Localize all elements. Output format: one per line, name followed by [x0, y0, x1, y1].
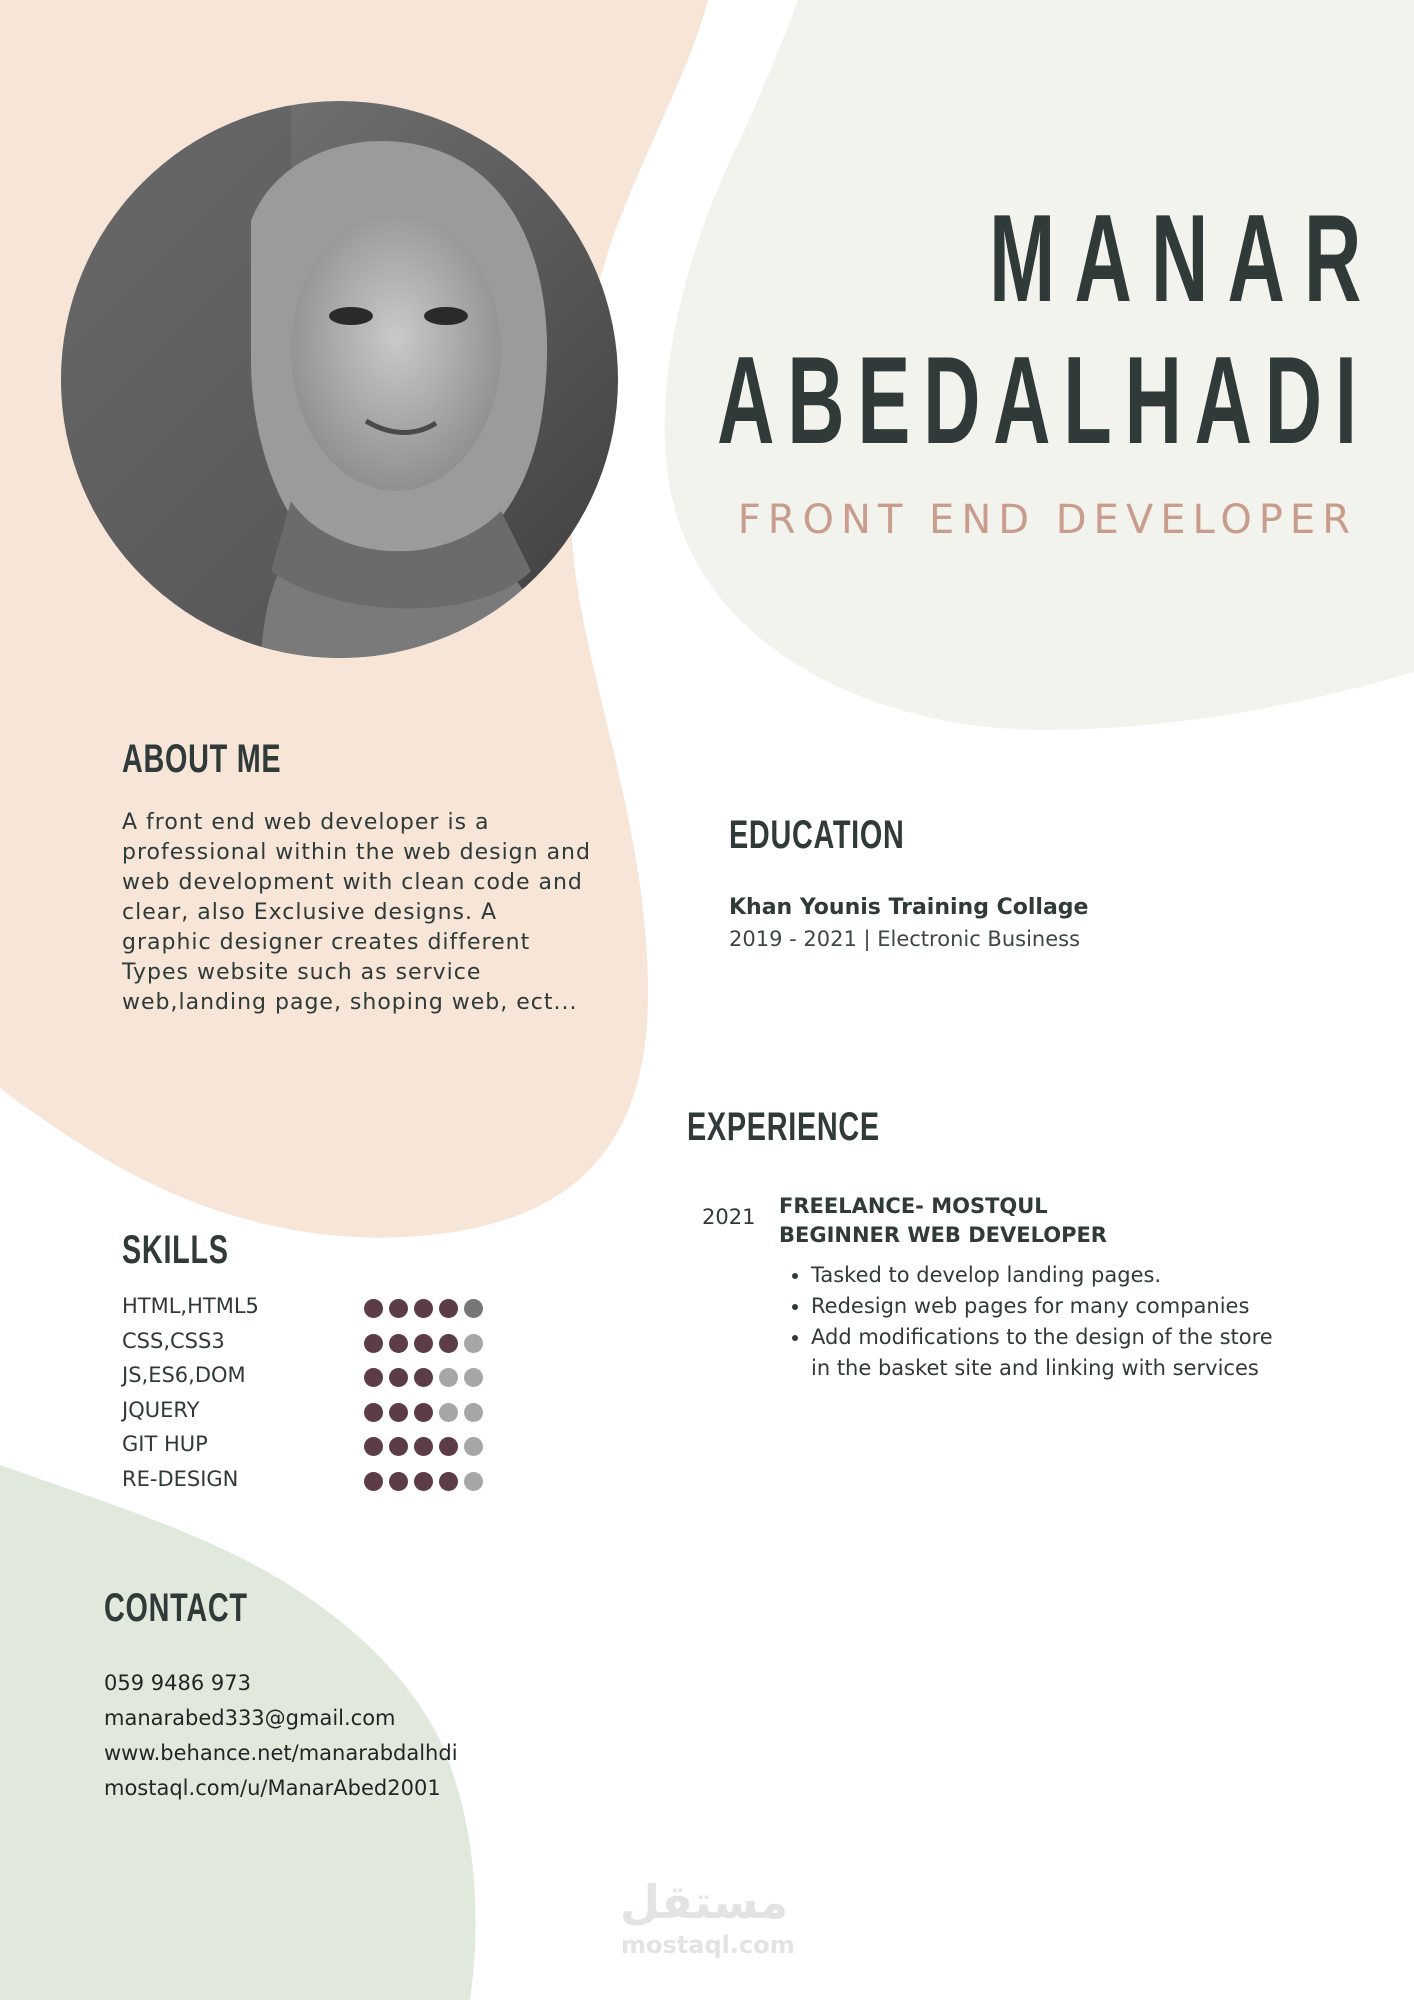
skill-dot-filled-icon: [439, 1437, 458, 1456]
skill-dot-filled-icon: [389, 1299, 408, 1318]
portrait-icon: [61, 101, 618, 658]
first-name: MANAR: [988, 190, 1380, 328]
skill-dot-empty-icon: [439, 1403, 458, 1422]
experience-bullets: [779, 1260, 1291, 1384]
experience-bullet: • Redesign web pages for many companies: [811, 1291, 1291, 1322]
about-line: clear, also Exclusive designs. A: [122, 900, 498, 925]
skill-dot-filled-icon: [414, 1437, 433, 1456]
skill-dot-filled-icon: [464, 1299, 483, 1318]
about-text: [122, 808, 592, 1018]
skill-dot-empty-icon: [464, 1472, 483, 1491]
skill-dot-filled-icon: [439, 1299, 458, 1318]
skill-dot-filled-icon: [364, 1403, 383, 1422]
about-line: A front end web developer is a: [122, 810, 490, 835]
skill-row: [122, 1292, 522, 1327]
skill-level: [364, 1334, 483, 1353]
watermark-url: mostaql.com: [621, 1931, 795, 1959]
skill-dot-empty-icon: [464, 1368, 483, 1387]
skill-dot-filled-icon: [414, 1472, 433, 1491]
experience-bullet: • Add modifications to the design of the store in the basket site and linking with services: [811, 1322, 1291, 1384]
skill-name: JS,ES6,DOM: [122, 1363, 246, 1388]
skill-name: HTML,HTML5: [122, 1294, 259, 1318]
contact-phone: 059 9486 973: [104, 1671, 251, 1695]
contact-title: CONTACT: [104, 1586, 248, 1630]
skill-row: [122, 1327, 522, 1362]
skill-dot-filled-icon: [364, 1437, 383, 1456]
education-title: EDUCATION: [729, 813, 905, 857]
skill-name: RE-DESIGN: [122, 1466, 239, 1491]
skill-row: [122, 1430, 522, 1465]
skill-dot-empty-icon: [439, 1368, 458, 1387]
skill-dot-filled-icon: [439, 1334, 458, 1353]
job-role: FRONT END DEVELOPER: [737, 497, 1357, 543]
about-line: Types website such as service: [122, 960, 482, 985]
about-line: web,landing page, shoping web, ect...: [122, 990, 578, 1015]
skill-name: CSS,CSS3: [122, 1328, 225, 1353]
skill-level: [364, 1437, 483, 1456]
experience-year: 2021: [702, 1205, 756, 1229]
skill-level: [364, 1403, 483, 1422]
skill-dot-filled-icon: [364, 1299, 383, 1318]
skill-dot-filled-icon: [389, 1403, 408, 1422]
skill-dot-empty-icon: [464, 1403, 483, 1422]
skill-dot-filled-icon: [389, 1334, 408, 1353]
skill-dot-empty-icon: [464, 1437, 483, 1456]
skill-row: [122, 1396, 522, 1431]
skill-level: [364, 1368, 483, 1387]
about-line: graphic designer creates different: [122, 930, 531, 955]
skills-title: SKILLS: [122, 1228, 229, 1272]
skill-dot-filled-icon: [414, 1403, 433, 1422]
skill-row: [122, 1361, 522, 1396]
about-line: web development with clean code and: [122, 870, 583, 895]
skill-dot-filled-icon: [389, 1472, 408, 1491]
skill-dot-filled-icon: [439, 1472, 458, 1491]
skill-dot-filled-icon: [414, 1299, 433, 1318]
about-title: ABOUT ME: [122, 737, 282, 781]
experience-heading: [779, 1192, 1107, 1250]
skill-dot-filled-icon: [414, 1368, 433, 1387]
experience-company: FREELANCE- MOSTQUL: [779, 1194, 1048, 1218]
skill-dot-filled-icon: [414, 1334, 433, 1353]
skill-name: JQUERY: [122, 1397, 200, 1422]
skill-dot-empty-icon: [464, 1334, 483, 1353]
last-name: ABEDALHADI: [717, 332, 1370, 470]
education-detail: 2019 - 2021 | Electronic Business: [729, 927, 1081, 951]
experience-position: BEGINNER WEB DEVELOPER: [779, 1223, 1107, 1247]
skill-dot-filled-icon: [364, 1472, 383, 1491]
about-line: professional within the web design and: [122, 840, 591, 865]
contact-behance-link[interactable]: www.behance.net/manarabdalhdi: [104, 1741, 458, 1765]
skill-dot-filled-icon: [389, 1437, 408, 1456]
skill-level: [364, 1299, 483, 1318]
watermark-logo: مستقل: [620, 1875, 789, 1929]
profile-photo: [61, 101, 618, 658]
experience-bullet: • Tasked to develop landing pages.: [811, 1260, 1291, 1291]
experience-title: EXPERIENCE: [687, 1105, 880, 1149]
skills-list: [122, 1292, 522, 1500]
skill-row: [122, 1465, 522, 1500]
skill-dot-filled-icon: [389, 1368, 408, 1387]
skill-dot-filled-icon: [364, 1334, 383, 1353]
contact-list: [104, 1666, 458, 1806]
skill-dot-filled-icon: [364, 1368, 383, 1387]
skill-level: [364, 1472, 483, 1491]
skill-name: GIT HUP: [122, 1432, 208, 1457]
contact-email[interactable]: manarabed333@gmail.com: [104, 1706, 396, 1730]
contact-mostaql-link[interactable]: mostaql.com/u/ManarAbed2001: [104, 1776, 441, 1800]
education-school: Khan Younis Training Collage: [729, 895, 1089, 920]
